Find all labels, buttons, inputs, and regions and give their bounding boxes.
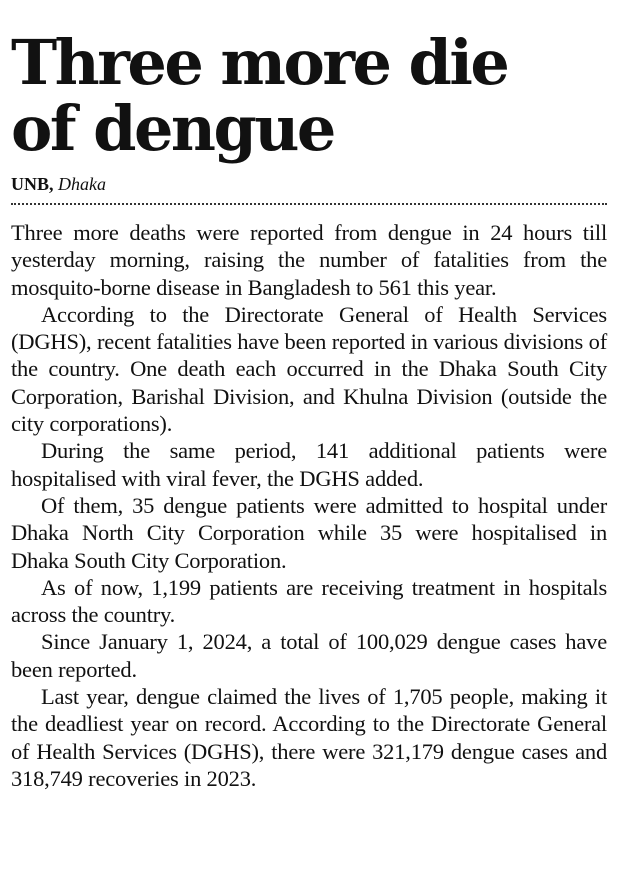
article-body [11, 219, 607, 792]
byline-location: Dhaka [58, 174, 107, 194]
news-article [11, 0, 607, 792]
paragraph-5: As of now, 1,199 patients are receiving treatment in hospitals across the country. [11, 574, 607, 628]
paragraph-4: Of them, 35 dengue patients were admitted to hospital under Dhaka North City Corporation while 35 were hospitalised in Dhaka South City Corporation. [11, 492, 607, 573]
headline [11, 0, 607, 165]
paragraph-7: Last year, dengue claimed the lives of 1,705 people, making it the deadliest year on record. According to the Directorate General of Health Services (DGHS), there were 321,179 dengue cases and 318,749 recoveries in 2023. [11, 684, 607, 791]
headline-line-1: Three more die [11, 26, 508, 99]
byline [11, 173, 607, 195]
paragraph-6: Since January 1, 2024, a total of 100,029 dengue cases have been reported. [11, 629, 607, 682]
paragraph-3: During the same period, 141 additional patients were hospitalised with viral fever, the DGHS added. [11, 438, 607, 491]
paragraph-1: Three more deaths were reported from dengue in 24 hours till yesterday morning, raising the number of fatalities from the mosquito-borne disease in Bangladesh to 561 this year. [11, 220, 607, 300]
byline-agency: UNB, [11, 174, 54, 194]
dotted-divider [11, 203, 607, 205]
paragraph-2: According to the Directorate General of Health Services (DGHS), recent fatalities have been reported in various divisions of the country. One death each occurred in the Dhaka South City Corporation, Barishal Division, and Khulna Division (outside the city corporations). [11, 301, 607, 437]
headline-line-2: of dengue [11, 92, 334, 165]
